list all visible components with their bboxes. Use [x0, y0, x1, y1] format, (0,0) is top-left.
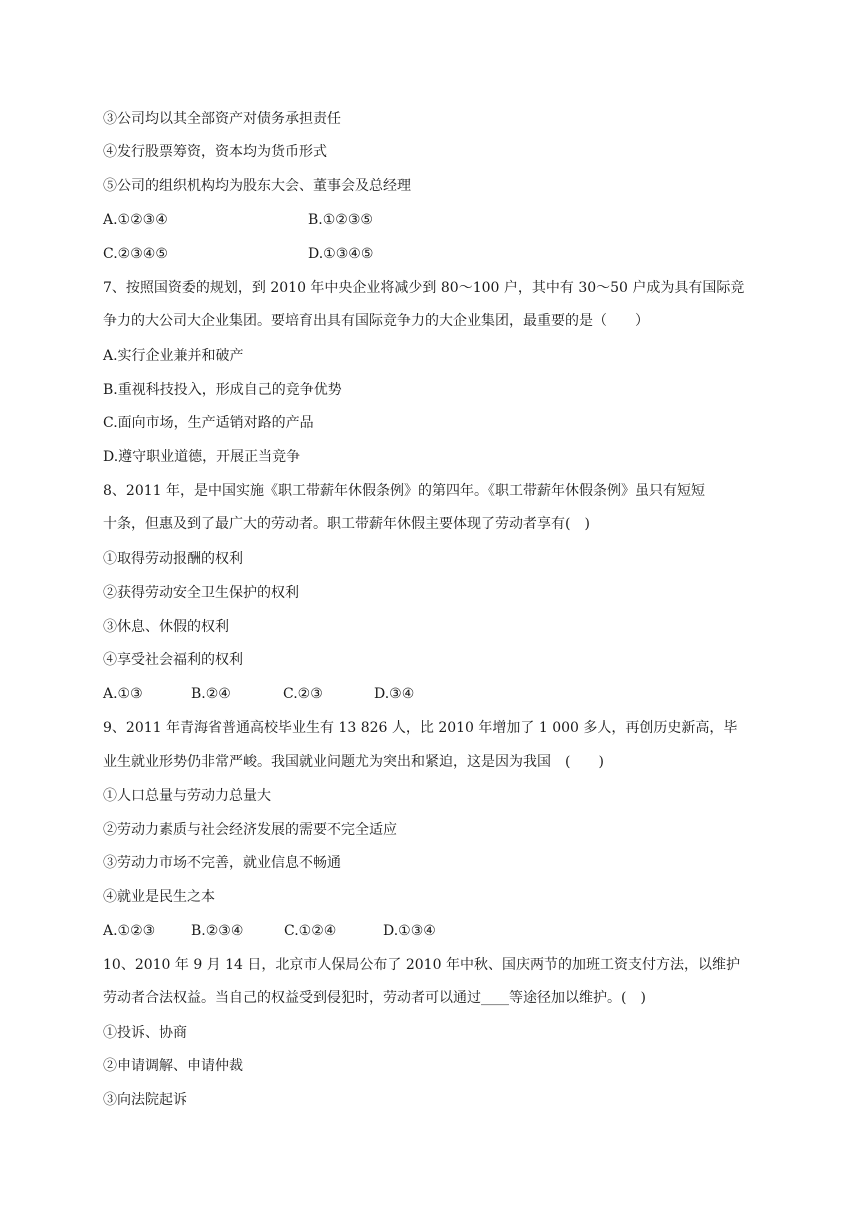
- question-10-line-1: 10、2010 年 9 月 14 日，北京市人保局公布了 2010 年中秋、国庆两节的加班工资支付方法，以维护: [103, 957, 740, 973]
- q7-option-a: A.实行企业兼并和破产: [103, 348, 244, 364]
- q9-statement-3: ③劳动力市场不完善，就业信息不畅通: [103, 855, 341, 871]
- q10-statement-3: ③向法院起诉: [103, 1092, 187, 1108]
- q9-option-a: A.①②③: [103, 923, 156, 939]
- q9-statement-2: ②劳动力素质与社会经济发展的需要不完全适应: [103, 822, 397, 838]
- q8-statement-4: ④享受社会福利的权利: [103, 652, 243, 668]
- q8-statement-2: ②获得劳动安全卫生保护的权利: [103, 585, 299, 601]
- q8-option-a: A.①③: [103, 686, 143, 702]
- statement-3: ③公司均以其全部资产对债务承担责任: [103, 111, 341, 127]
- question-10-line-2: 劳动者合法权益。当自己的权益受到侵犯时，劳动者可以通过____等途径加以维护。( ): [103, 990, 646, 1006]
- q6-option-a: A.①②③④: [103, 212, 168, 228]
- q9-statement-1: ①人口总量与劳动力总量大: [103, 788, 271, 804]
- q8-statement-3: ③休息、休假的权利: [103, 619, 229, 635]
- q9-option-d: D.①③④: [383, 923, 436, 939]
- q8-option-b: B.②④: [191, 686, 231, 702]
- question-9-line-1: 9、2011 年青海省普通高校毕业生有 13 826 人，比 2010 年增加了 1 000 多人，再创历史新高，毕: [103, 720, 738, 736]
- question-8-line-1: 8、2011 年，是中国实施《职工带薪年休假条例》的第四年。《职工带薪年休假条例》虽只有短短: [103, 483, 705, 499]
- q7-option-b: B.重视科技投入，形成自己的竞争优势: [103, 382, 342, 398]
- statement-4: ④发行股票筹资，资本均为货币形式: [103, 144, 327, 160]
- q6-option-c: C.②③④⑤: [103, 246, 168, 262]
- question-9-line-2: 业生就业形势仍非常严峻。我国就业问题尤为突出和紧迫，这是因为我国 ( ): [103, 754, 604, 770]
- q6-option-b: B.①②③⑤: [308, 212, 373, 228]
- question-7-line-1: 7、按照国资委的规划，到 2010 年中央企业将减少到 80～100 户，其中有 30～50 户成为具有国际竞: [103, 280, 745, 296]
- q9-option-c: C.①②④: [284, 923, 337, 939]
- q6-option-d: D.①③④⑤: [308, 246, 374, 262]
- q10-statement-1: ①投诉、协商: [103, 1025, 187, 1041]
- question-8-line-2: 十条，但惠及到了最广大的劳动者。职工带薪年休假主要体现了劳动者享有( ): [103, 516, 590, 532]
- q8-statement-1: ①取得劳动报酬的权利: [103, 551, 243, 567]
- question-7-line-2: 争力的大公司大企业集团。要培育出具有国际竞争力的大企业集团，最重要的是（ ）: [103, 313, 649, 329]
- statement-5: ⑤公司的组织机构均为股东大会、董事会及总经理: [103, 178, 411, 194]
- q7-option-d: D.遵守职业道德，开展正当竞争: [103, 449, 301, 465]
- q8-option-c: C.②③: [283, 686, 323, 702]
- q9-option-b: B.②③④: [191, 923, 244, 939]
- q10-statement-2: ②申请调解、申请仲裁: [103, 1058, 243, 1074]
- q7-option-c: C.面向市场，生产适销对路的产品: [103, 415, 314, 431]
- q9-statement-4: ④就业是民生之本: [103, 889, 215, 905]
- q8-option-d: D.③④: [374, 686, 415, 702]
